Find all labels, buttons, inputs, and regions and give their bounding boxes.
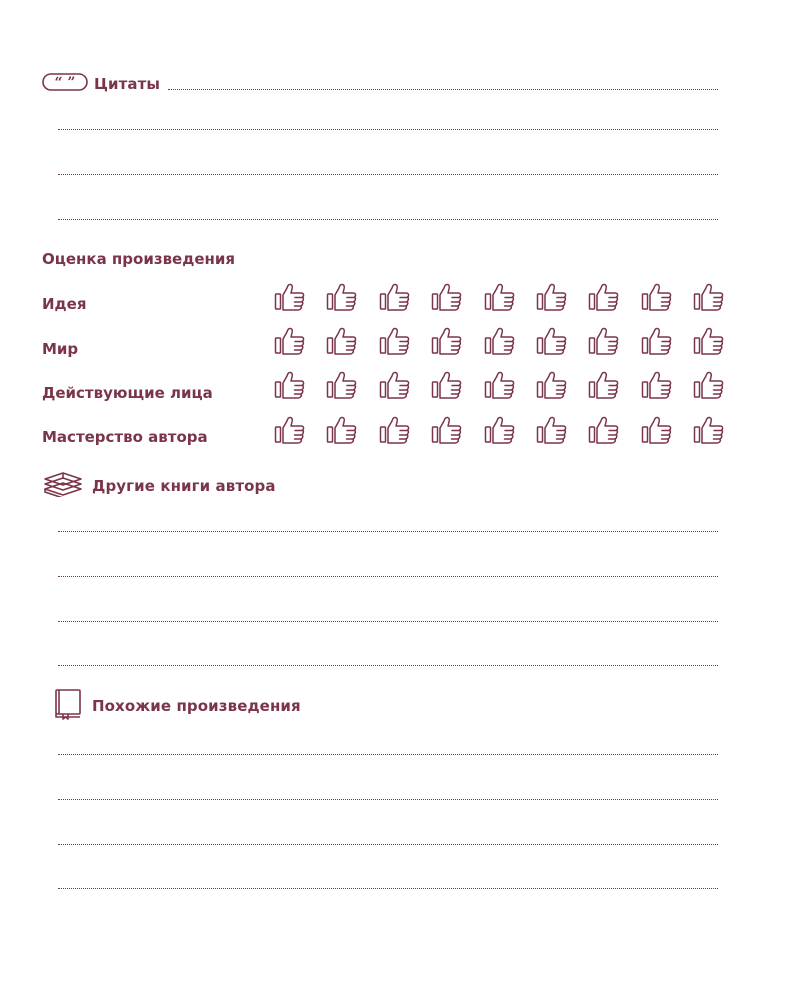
rating-row-characters <box>274 370 725 400</box>
thumbs-up-icon[interactable] <box>536 415 568 445</box>
thumbs-up-icon[interactable] <box>693 370 725 400</box>
criterion-label-idea: Идея <box>42 295 87 313</box>
criterion-label-characters: Действующие лица <box>42 384 213 402</box>
other-books-title: Другие книги автора <box>92 477 276 495</box>
other-books-line-1[interactable] <box>58 531 718 532</box>
thumbs-up-icon[interactable] <box>431 326 463 356</box>
quotes-title-line <box>168 89 718 90</box>
thumbs-up-icon[interactable] <box>326 282 358 312</box>
other-books-line-4[interactable] <box>58 665 718 666</box>
rating-row-author-skill <box>274 415 725 445</box>
quotes-title: Цитаты <box>94 75 161 93</box>
book-stack-icon <box>42 471 84 501</box>
thumbs-up-icon[interactable] <box>641 282 673 312</box>
quotes-line-1[interactable] <box>58 129 718 130</box>
similar-works-heading <box>54 690 301 722</box>
thumbs-up-icon[interactable] <box>431 370 463 400</box>
thumbs-up-icon[interactable] <box>326 370 358 400</box>
quotes-heading <box>42 74 718 94</box>
rating-row-idea <box>274 282 725 312</box>
thumbs-up-icon[interactable] <box>484 282 516 312</box>
thumbs-up-icon[interactable] <box>641 326 673 356</box>
other-books-line-2[interactable] <box>58 576 718 577</box>
thumbs-up-icon[interactable] <box>641 415 673 445</box>
thumbs-up-icon[interactable] <box>484 370 516 400</box>
similar-works-line-4[interactable] <box>58 888 718 889</box>
thumbs-up-icon[interactable] <box>484 326 516 356</box>
book-icon <box>54 688 82 724</box>
similar-works-line-1[interactable] <box>58 754 718 755</box>
thumbs-up-icon[interactable] <box>588 415 620 445</box>
thumbs-up-icon[interactable] <box>379 415 411 445</box>
quote-marks-icon <box>42 73 88 95</box>
thumbs-up-icon[interactable] <box>379 282 411 312</box>
rating-row-world <box>274 326 725 356</box>
other-books-line-3[interactable] <box>58 621 718 622</box>
thumbs-up-icon[interactable] <box>379 370 411 400</box>
thumbs-up-icon[interactable] <box>536 326 568 356</box>
thumbs-up-icon[interactable] <box>641 370 673 400</box>
similar-works-line-2[interactable] <box>58 799 718 800</box>
thumbs-up-icon[interactable] <box>274 326 306 356</box>
thumbs-up-icon[interactable] <box>274 282 306 312</box>
thumbs-up-icon[interactable] <box>274 370 306 400</box>
thumbs-up-icon[interactable] <box>536 370 568 400</box>
thumbs-up-icon[interactable] <box>431 415 463 445</box>
thumbs-up-icon[interactable] <box>588 370 620 400</box>
similar-works-line-3[interactable] <box>58 844 718 845</box>
thumbs-up-icon[interactable] <box>693 282 725 312</box>
thumbs-up-icon[interactable] <box>274 415 306 445</box>
svg-text:“ ”: “ ” <box>54 75 76 91</box>
thumbs-up-icon[interactable] <box>588 326 620 356</box>
rating-title: Оценка произведения <box>42 250 236 268</box>
similar-works-title: Похожие произведения <box>92 697 301 715</box>
criterion-label-world: Мир <box>42 340 79 358</box>
quotes-line-2[interactable] <box>58 174 718 175</box>
thumbs-up-icon[interactable] <box>431 282 463 312</box>
thumbs-up-icon[interactable] <box>693 326 725 356</box>
thumbs-up-icon[interactable] <box>326 415 358 445</box>
quotes-line-3[interactable] <box>58 219 718 220</box>
thumbs-up-icon[interactable] <box>379 326 411 356</box>
other-books-heading <box>42 472 276 500</box>
thumbs-up-icon[interactable] <box>693 415 725 445</box>
thumbs-up-icon[interactable] <box>484 415 516 445</box>
thumbs-up-icon[interactable] <box>536 282 568 312</box>
criterion-label-author-skill: Мастерство автора <box>42 428 208 446</box>
thumbs-up-icon[interactable] <box>326 326 358 356</box>
thumbs-up-icon[interactable] <box>588 282 620 312</box>
